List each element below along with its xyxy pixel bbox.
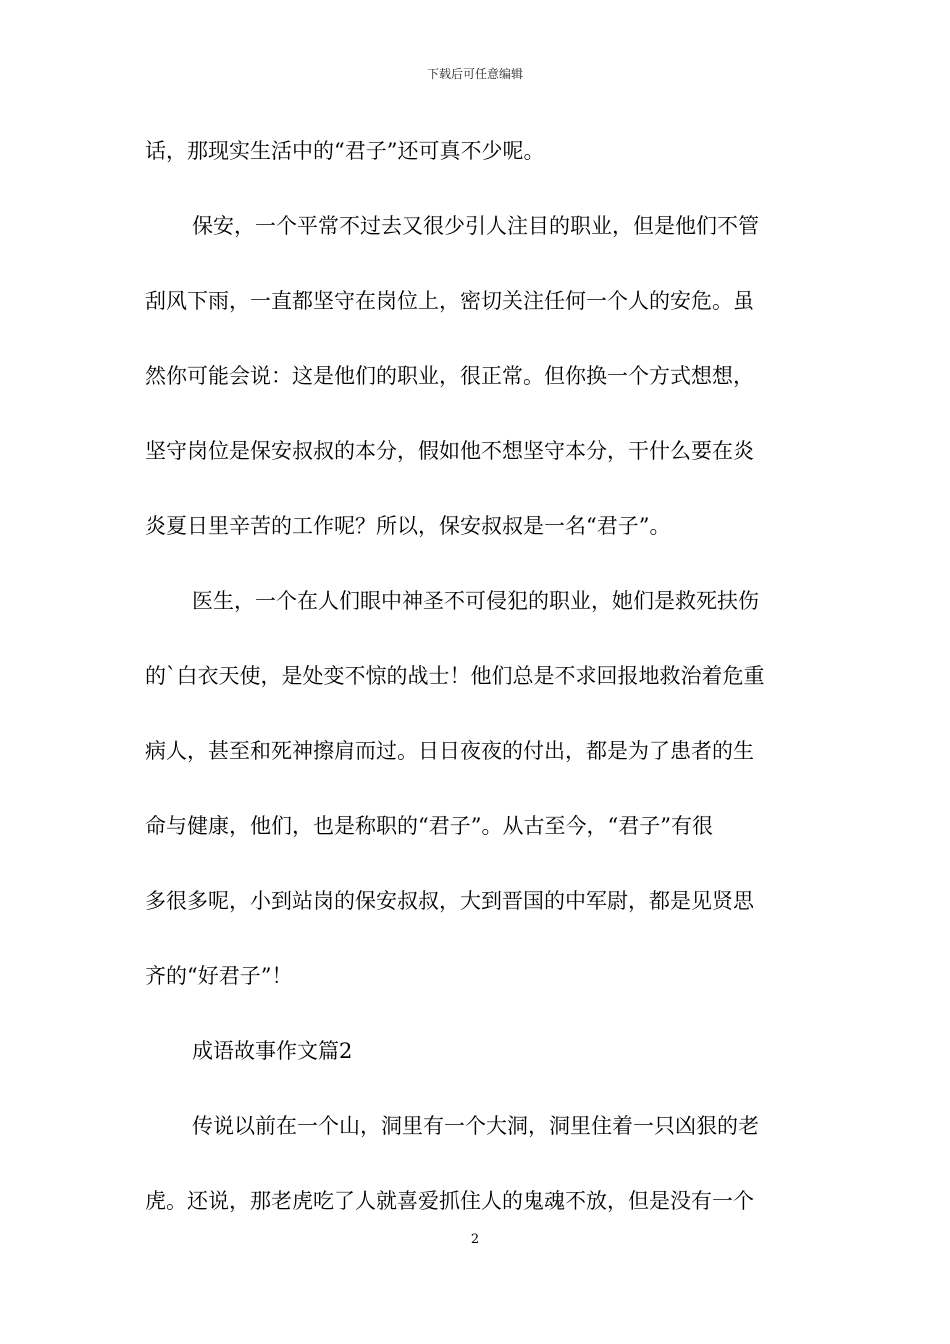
text-line: 坚守岗位是保安叔叔的本分，假如他不想坚守本分，干什么要在炎 (145, 439, 754, 463)
text-line: 虎。还说，那老虎吃了人就喜爱抓住人的鬼魂不放，但是没有一个 (145, 1189, 754, 1213)
text-line: 炎夏日里辛苦的工作呢？所以，保安叔叔是一名“君子”。 (145, 514, 671, 538)
page-number: 2 (470, 1232, 480, 1247)
page-header: 下载后可任意编辑 (426, 67, 523, 81)
text-line: 传说以前在一个山，洞里有一个大洞，洞里住着一只凶狠的老 (192, 1114, 759, 1138)
text-line: 刮风下雨，一直都坚守在岗位上，密切关注任何一个人的安危。虽 (145, 289, 754, 313)
text-line: 然你可能会说：这是他们的职业，很正常。但你换一个方式想想， (145, 364, 754, 388)
text-line: 病人，甚至和死神擦肩而过。日日夜夜的付出，都是为了患者的生 (145, 739, 754, 763)
section-heading: 成语故事作文篇2 (192, 1039, 353, 1063)
text-line: 多很多呢，小到站岗的保安叔叔，大到晋国的中军尉，都是见贤思 (145, 889, 754, 913)
text-line: 保安，一个平常不过去又很少引人注目的职业，但是他们不管 (192, 214, 759, 238)
text-line: 医生，一个在人们眼中神圣不可侵犯的职业，她们是救死扶伤 (192, 589, 759, 613)
text-line: 话，那现实生活中的“君子”还可真不少呢。 (145, 139, 545, 163)
text-line: 命与健康，他们，也是称职的“君子”。从古至今，“君子”有很 (145, 814, 713, 838)
text-line: 的`白衣天使，是处变不惊的战士！他们总是不求回报地救治着危重 (145, 664, 765, 688)
text-line: 齐的“好君子”！ (145, 964, 293, 988)
